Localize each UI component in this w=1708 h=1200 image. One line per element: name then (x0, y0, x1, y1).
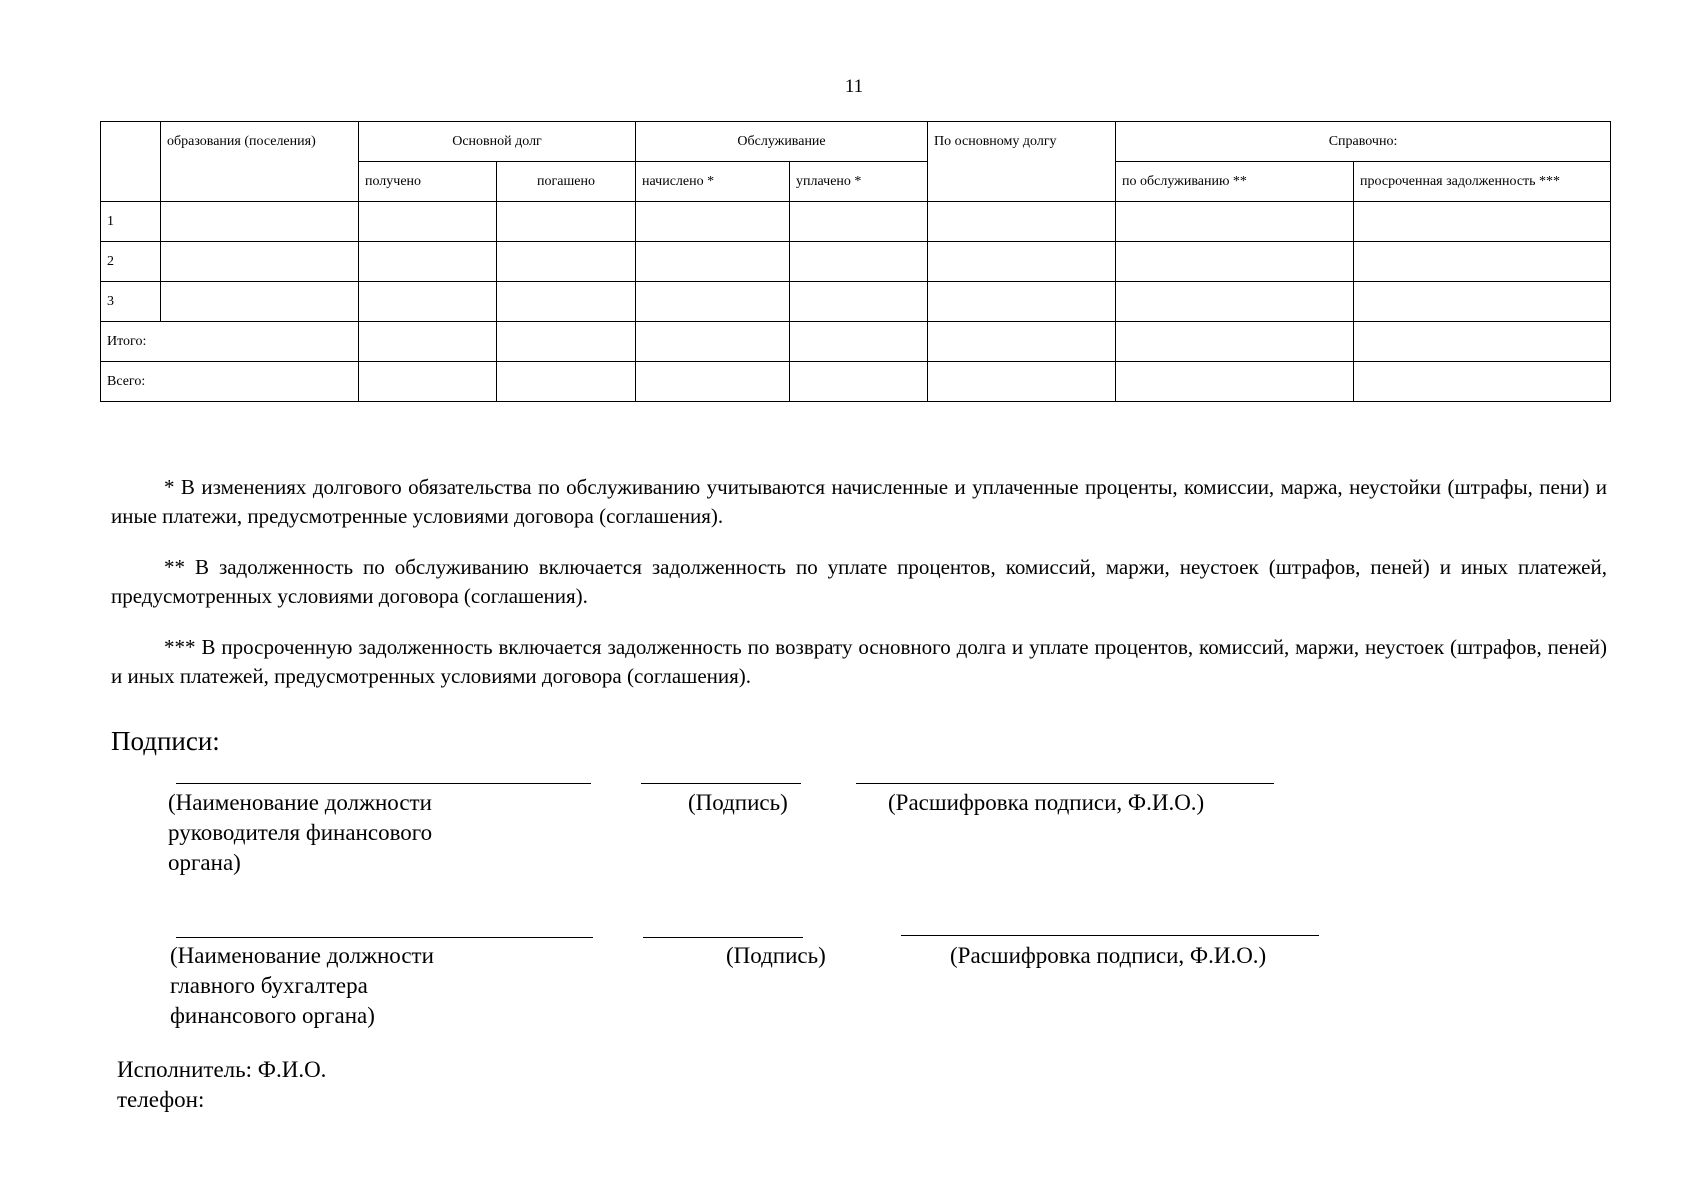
table-cell[interactable] (1354, 322, 1611, 362)
table-cell[interactable] (928, 202, 1116, 242)
header-received: получено (359, 162, 497, 202)
table-cell[interactable] (497, 202, 636, 242)
grand-total-row (101, 362, 1611, 402)
head-decoding-caption: (Расшифровка подписи, Ф.И.О.) (888, 790, 1205, 815)
row-number: 1 (101, 202, 161, 242)
accountant-signature-caption: (Подпись) (726, 943, 826, 968)
header-paid: уплачено * (790, 162, 928, 202)
table-cell[interactable] (636, 202, 790, 242)
table-cell[interactable] (928, 282, 1116, 322)
header-accrued: начислено * (636, 162, 790, 202)
table-cell[interactable] (928, 322, 1116, 362)
header-reference: Справочно: (1116, 122, 1611, 162)
table-cell[interactable] (790, 202, 928, 242)
table-cell[interactable] (359, 282, 497, 322)
footnote-1 (111, 473, 1607, 531)
signatures-title: Подписи: (111, 726, 220, 756)
row-number: 3 (101, 282, 161, 322)
head-signature-caption: (Подпись) (688, 790, 788, 815)
table-cell[interactable] (497, 282, 636, 322)
table-row (101, 242, 1611, 282)
accountant-decoding-line[interactable] (901, 935, 1319, 936)
table-cell[interactable] (790, 362, 928, 402)
table-cell[interactable] (790, 242, 928, 282)
footnote-text: ** В задолженность по обслуживанию включается задолженность по уплате процентов, комиссий, маржи, неустоек (штрафов, пеней) и иных платежей, предусмотренных условиями договора (соглашения). (111, 555, 1607, 608)
table-cell[interactable] (161, 202, 359, 242)
table-cell[interactable] (497, 322, 636, 362)
row-number: 2 (101, 242, 161, 282)
table-cell[interactable] (636, 242, 790, 282)
table-cell[interactable] (1116, 202, 1354, 242)
accountant-position-caption (170, 941, 434, 1031)
caption-line: органа) (168, 850, 241, 875)
table-cell[interactable] (497, 362, 636, 402)
table-cell[interactable] (359, 322, 497, 362)
table-cell[interactable] (1354, 362, 1611, 402)
grand-total-label: Всего: (101, 362, 359, 402)
caption-line: (Наименование должности (170, 943, 434, 968)
footnote-2 (111, 553, 1607, 611)
table-cell[interactable] (359, 242, 497, 282)
caption-line: главного бухгалтера (170, 973, 368, 998)
table-cell[interactable] (161, 242, 359, 282)
accountant-decoding-caption: (Расшифровка подписи, Ф.И.О.) (950, 943, 1267, 968)
table-cell[interactable] (636, 322, 790, 362)
table-cell[interactable] (359, 362, 497, 402)
table-cell[interactable] (359, 202, 497, 242)
header-main-debt: Основной долг (359, 122, 636, 162)
head-position-line[interactable] (176, 783, 591, 784)
page-number: 11 (844, 76, 864, 97)
table-cell[interactable] (790, 282, 928, 322)
table-cell[interactable] (1116, 362, 1354, 402)
table-cell[interactable] (161, 282, 359, 322)
total-label: Итого: (101, 322, 359, 362)
header-index-cell (101, 122, 161, 202)
header-by-main-debt: По основному долгу (928, 122, 1116, 202)
header-service: Обслуживание (636, 122, 928, 162)
report-table (100, 121, 1611, 402)
head-decoding-line[interactable] (856, 783, 1274, 784)
table-cell[interactable] (1116, 282, 1354, 322)
accountant-signature-line[interactable] (643, 937, 803, 938)
table-cell[interactable] (636, 282, 790, 322)
footnote-3 (111, 633, 1607, 691)
table-cell[interactable] (1354, 202, 1611, 242)
table-cell[interactable] (1116, 322, 1354, 362)
table-cell[interactable] (1354, 282, 1611, 322)
table-cell[interactable] (928, 242, 1116, 282)
table-cell[interactable] (1354, 242, 1611, 282)
caption-line: руководителя финансового (168, 820, 433, 845)
table-cell[interactable] (1116, 242, 1354, 282)
header-overdue: просроченная задолженность *** (1354, 162, 1611, 202)
head-position-caption (168, 788, 432, 878)
total-row (101, 322, 1611, 362)
footnote-text: *** В просроченную задолженность включается задолженность по возврату основного долга и уплате процентов, комиссий, маржи, неустоек (штрафов, пеней) и иных платежей, предусмотренных условиями договора (соглашения). (111, 635, 1607, 688)
table-cell[interactable] (636, 362, 790, 402)
table-row (101, 282, 1611, 322)
executor-phone-label: телефон: (117, 1087, 205, 1112)
executor-name-label: Исполнитель: Ф.И.О. (117, 1057, 327, 1082)
header-by-service: по обслуживанию ** (1116, 162, 1354, 202)
header-entity: образования (поселения) (161, 122, 359, 202)
table-cell[interactable] (497, 242, 636, 282)
caption-line: финансового органа) (170, 1003, 375, 1028)
accountant-position-line[interactable] (176, 937, 593, 938)
table-row (101, 202, 1611, 242)
table-cell[interactable] (790, 322, 928, 362)
head-signature-line[interactable] (641, 783, 801, 784)
footnote-text: * В изменениях долгового обязательства по обслуживанию учитываются начисленные и уплаченные проценты, комиссии, маржа, неустойки (штрафы, пени) и иные платежи, предусмотренные условиями договора (соглашения). (111, 475, 1607, 528)
table-header-row (101, 122, 1611, 162)
table-cell[interactable] (928, 362, 1116, 402)
executor-block (117, 1055, 326, 1115)
caption-line: (Наименование должности (168, 790, 432, 815)
header-repaid: погашено (497, 162, 636, 202)
